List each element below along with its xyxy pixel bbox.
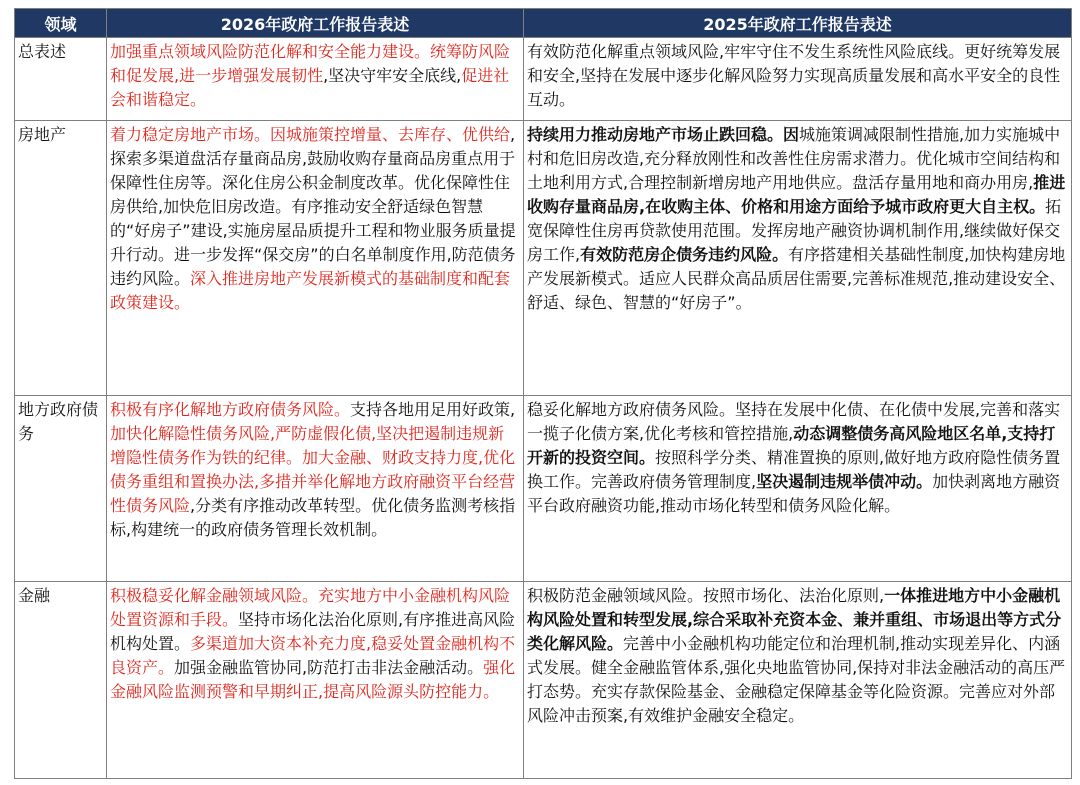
cell-2025	[524, 38, 1072, 121]
text-segment: 有效防范房企债务违约风险。	[580, 245, 789, 264]
text-segment: 支持各地用足用好政策,	[350, 400, 516, 419]
text-segment: ,分类有序推动改革转型。优化债务监测考核指标,构建统一的政府债务管理长效机制。	[110, 496, 516, 539]
text-segment: 动态调整债务高风险地区名单,支持打开新的投资空间。	[527, 424, 1056, 467]
text-segment: 稳妥化解地方政府债务风险。坚持在发展中化债、在化债中发展,完善和落实一揽子化债方案,优化考核和管控措施,	[527, 400, 1061, 443]
cell-2026	[107, 38, 524, 121]
text-segment: 着力稳定房地产市场。因城施策控增量、去库存、优供给	[110, 125, 511, 144]
text-segment: 加强金融监管协同,防范打击非法金融活动。	[174, 658, 484, 677]
text-segment: 一体推进地方中小金融机构风险处置和转型发展,综合采取补充资本金、兼并重组、市场退出等方式分类化解风险。	[527, 586, 1062, 653]
table-row	[15, 582, 1072, 779]
text-segment: 拓宽保障性住房再贷款使用范围。发挥房地产融资协调机制作用,继续做好保交房工作,	[527, 197, 1062, 264]
text-segment: 多渠道加大资本补充力度,稳妥处置金融机构不良资产。	[110, 634, 516, 677]
text-segment: 强化金融风险监测预警和早期纠正,提高风险源头防控能力。	[110, 658, 516, 701]
text-segment: 坚持市场化法治化原则,有序推进高风险机构处置。	[110, 610, 516, 653]
cell-2026	[107, 582, 524, 779]
text-segment: 有序搭建相关基础性制度,加快构建房地产发展新模式。适应人民群众高品质居住需要,完善标准规范,推动建设安全、舒适、绿色、智慧的“好房子”。	[527, 245, 1066, 312]
header-domain: 领域	[15, 9, 107, 38]
table-row	[15, 396, 1072, 582]
cell-2025	[524, 121, 1072, 396]
cell-2025	[524, 582, 1072, 779]
text-segment: 促进社会和谐稳定。	[110, 66, 510, 109]
header-2026: 2026年政府工作报告表述	[107, 9, 524, 38]
text-segment: 按照科学分类、精准置换的原则,做好地方政府隐性债务置换工作。完善政府债务管理制度,	[527, 448, 1061, 491]
table-row	[15, 121, 1072, 396]
text-segment: 城施策调减限制性措施,加力实施城中村和危旧房改造,充分释放刚性和改善性住房需求潜力。优化城市空间结构和土地利用方式,合理控制新增房地产用地供应。盘活存量用地和商办用房,	[527, 125, 1061, 192]
comparison-table	[14, 8, 1072, 779]
text-segment: 推进收购存量商品房,在收购主体、价格和用途方面给予城市政府更大自主权。	[527, 173, 1066, 216]
text-segment: 坚决遏制违规举债冲动。	[756, 472, 933, 491]
text-segment: 积极防范金融领域风险。按照市场化、法治化原则,	[527, 586, 885, 605]
text-segment: 持续用力推动房地产市场止跌回稳。因	[527, 125, 800, 144]
text-segment: ,坚决守牢安全底线,	[323, 66, 462, 85]
domain-cell: 房地产	[15, 121, 107, 396]
table-row	[15, 38, 1072, 121]
domain-cell: 地方政府债务	[15, 396, 107, 582]
header-2025: 2025年政府工作报告表述	[524, 9, 1072, 38]
cell-2026	[107, 396, 524, 582]
text-segment: 加快剥离地方融资平台政府融资功能,推动市场化转型和债务风险化解。	[527, 472, 1061, 515]
domain-cell: 总表述	[15, 38, 107, 121]
domain-cell: 金融	[15, 582, 107, 779]
text-segment: 积极稳妥化解金融领域风险。充实地方中小金融机构风险处置资源和手段。	[110, 586, 511, 629]
header-row	[15, 9, 1072, 38]
text-segment: 深入推进房地产发展新模式的基础制度和配套政策建设。	[110, 269, 511, 312]
cell-2026	[107, 121, 524, 396]
text-segment: ,探索多渠道盘活存量商品房,鼓励收购存量商品房重点用于保障性住房等。深化住房公积金制度改革。优化保障性住房供给,加快危旧房改造。有序推动安全舒适绿色智慧的“好房子”建设,实施房屋品质提升工程和物业服务质量提升行动。进一步发挥“保交房”的白名单制度作用,防范债务违约风险。	[110, 125, 516, 288]
text-segment: 加强重点领域风险防范化解和安全能力建设。统筹防风险和促发展,进一步增强发展韧性	[110, 42, 511, 85]
text-segment: 加快化解隐性债务风险,严防虚假化债,坚决把遏制违规新增隐性债务作为铁的纪律。加大金融、财政支持力度,优化债务重组和置换办法,多措并举化解地方政府融资平台经营性债务风险	[110, 424, 516, 515]
text-segment: 有效防范化解重点领域风险,牢牢守住不发生系统性风险底线。更好统筹发展和安全,坚持在发展中逐步化解风险努力实现高质量发展和高水平安全的良性互动。	[527, 42, 1061, 109]
text-segment: 积极有序化解地方政府债务风险。	[110, 400, 351, 419]
cell-2025	[524, 396, 1072, 582]
text-segment: 完善中小金融机构功能定位和治理机制,推动实现差异化、内涵式发展。健全金融监管体系,强化央地监管协同,保持对非法金融活动的高压严打态势。充实存款保险基金、金融稳定保障基金等化险资源。完善应对外部风险冲击预案,有效维护金融安全稳定。	[527, 634, 1066, 725]
